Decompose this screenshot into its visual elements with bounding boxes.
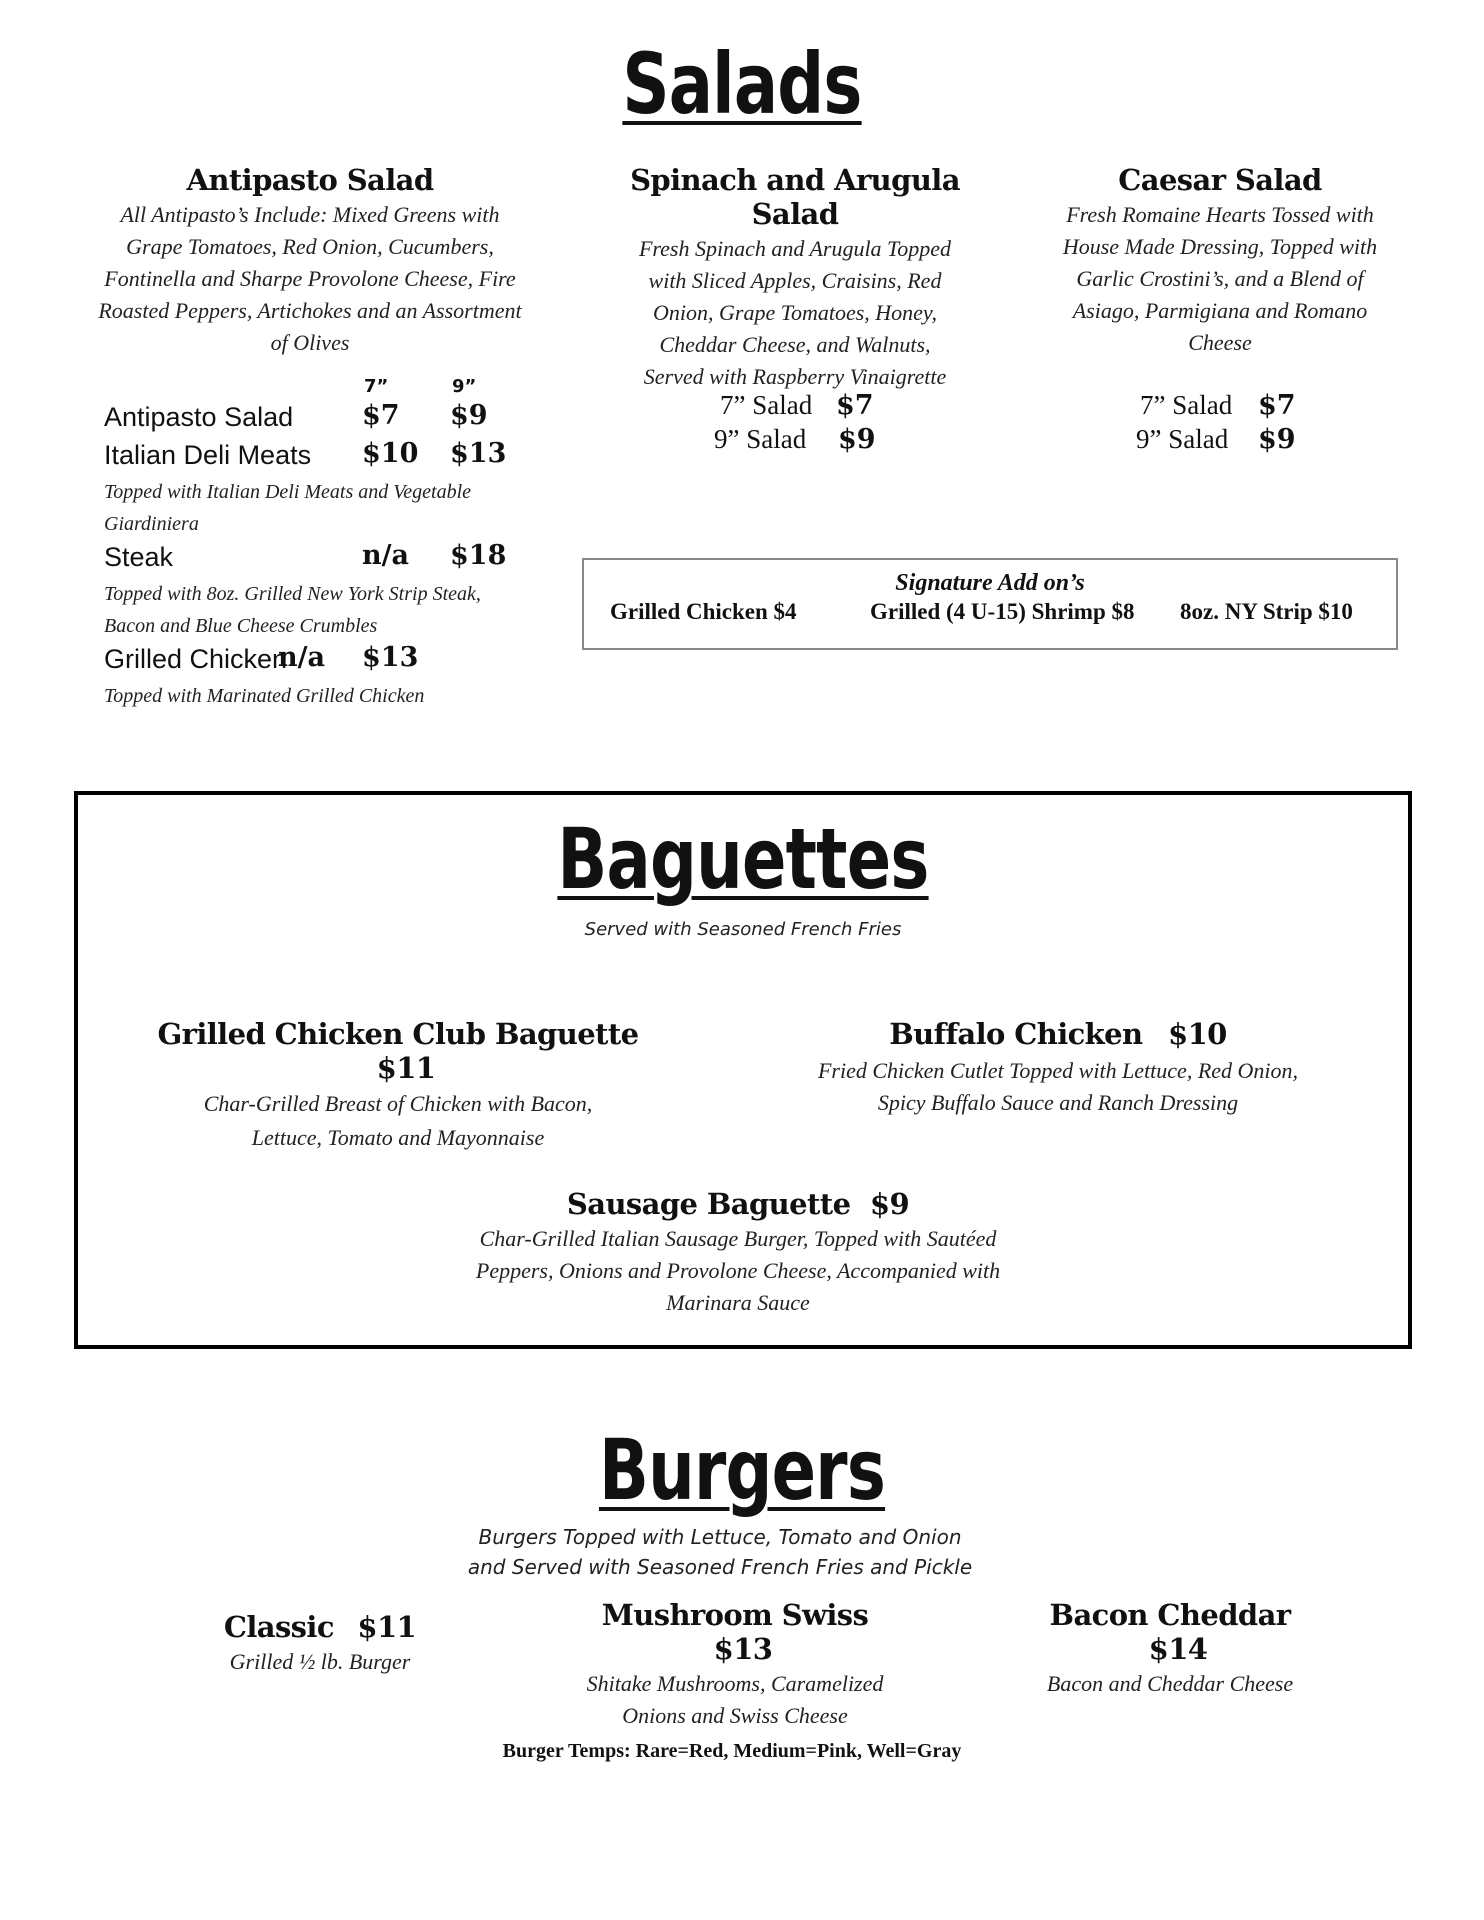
antipasto-section <box>95 163 525 359</box>
mushroom-swiss-item <box>560 1598 910 1732</box>
italian-deli-row-name: Italian Deli Meats <box>104 440 312 470</box>
baguettes-subtitle: Served with Seasoned French Fries <box>584 919 902 940</box>
signature-addons-box <box>582 558 1398 650</box>
item-name: Bacon Cheddar <box>1049 1598 1291 1632</box>
spinach-sizes <box>714 390 954 458</box>
baguettes-title: Baguettes <box>557 810 929 908</box>
antipasto-row <box>104 400 534 438</box>
buffalo-chicken-item <box>788 1017 1328 1119</box>
italian-deli-row-price-9: $13 <box>450 438 507 469</box>
item-description: Shitake Mushrooms, Caramelized Onions and Swiss Cheese <box>586 1671 884 1728</box>
caesar-section <box>1040 163 1400 359</box>
item-price: $10 <box>1168 1017 1227 1051</box>
grilled-chicken-row-price-9: $13 <box>362 642 419 673</box>
burgers-subtitle: Burgers Topped with Lettuce, Tomato and Onion and Served with Seasoned French Fries and Pickle <box>467 1525 973 1579</box>
grilled-chicken-row-price-7: n/a <box>278 642 325 673</box>
caesar-size-price: $9 <box>1258 424 1296 455</box>
spinach-description: Fresh Spinach and Arugula Topped with Sliced Apples, Craisins, Red Onion, Grape Tomatoes, Honey, Cheddar Cheese, and Walnuts, Served with Raspberry Vinaigrette <box>638 236 952 389</box>
caesar-salad-title: Caesar Salad <box>1118 163 1322 197</box>
grilled-chicken-row <box>104 642 534 680</box>
addon-item: 8oz. NY Strip $10 <box>1180 599 1353 624</box>
antipasto-row-name: Antipasto Salad <box>104 402 294 432</box>
item-description: Bacon and Cheddar Cheese <box>1046 1671 1294 1696</box>
grilled-chicken-club-item <box>138 1017 658 1155</box>
item-description: Fried Chicken Cutlet Topped with Lettuce, Red Onion, Spicy Buffalo Sauce and Ranch Dressing <box>817 1058 1299 1115</box>
steak-note: Topped with 8oz. Grilled New York Strip Steak, Bacon and Blue Cheese Crumbles <box>104 583 481 637</box>
caesar-size-label: 9” Salad <box>1136 424 1229 454</box>
item-price: $11 <box>357 1610 417 1644</box>
spinach-size-label: 9” Salad <box>714 424 807 454</box>
classic-burger-item <box>180 1610 460 1678</box>
item-price: $11 <box>376 1051 436 1085</box>
caesar-description: Fresh Romaine Hearts Tossed with House Made Dressing, Topped with Garlic Crostini’s, and a Blend of Asiago, Parmigiana and Romano Cheese <box>1062 202 1378 355</box>
spinach-size-price: $7 <box>836 390 874 421</box>
caesar-sizes <box>1136 390 1376 458</box>
grilled-chicken-note: Topped with Marinated Grilled Chicken <box>104 685 425 707</box>
antipasto-description: All Antipasto’s Include: Mixed Greens with Grape Tomatoes, Red Onion, Cucumbers, Fontinella and Sharpe Provolone Cheese, Fire Roasted Peppers, Artichokes and an Assortment of Olives <box>98 202 522 355</box>
addon-item: Grilled Chicken $4 <box>610 599 797 624</box>
burger-temps-note: Burger Temps: Rare=Red, Medium=Pink, Well=Gray <box>502 1740 962 1762</box>
antipasto-price-table <box>104 376 534 712</box>
italian-deli-row <box>104 438 534 476</box>
baguettes-box <box>74 791 1412 1349</box>
caesar-size-price: $7 <box>1258 390 1296 421</box>
antipasto-salad-title: Antipasto Salad <box>186 163 434 197</box>
spinach-size-price: $9 <box>838 424 876 455</box>
caesar-size-label: 7” Salad <box>1140 390 1233 420</box>
spinach-salad-title: Spinach and Arugula Salad <box>630 163 960 231</box>
salads-title: Salads <box>622 35 862 133</box>
size-header-9: 9” <box>452 376 477 397</box>
italian-deli-note: Topped with Italian Deli Meats and Vegetable Giardiniera <box>104 481 472 535</box>
item-price: $13 <box>713 1632 773 1666</box>
spinach-size-label: 7” Salad <box>720 390 813 420</box>
spinach-section <box>600 163 990 393</box>
burgers-title: Burgers <box>598 1421 886 1519</box>
addons-title: Signature Add on’s <box>895 570 1085 596</box>
steak-row-price-7: n/a <box>362 540 409 571</box>
item-name: Mushroom Swiss <box>601 1598 869 1632</box>
item-name: Buffalo Chicken <box>889 1017 1143 1051</box>
steak-row <box>104 540 534 578</box>
steak-row-price-9: $18 <box>450 540 507 571</box>
item-price: $14 <box>1148 1632 1208 1666</box>
size-header-7: 7” <box>364 376 389 397</box>
item-name: Classic <box>223 1610 334 1644</box>
italian-deli-row-price-7: $10 <box>362 438 419 469</box>
grilled-chicken-row-name: Grilled Chicken <box>104 644 288 674</box>
item-description: Grilled ½ lb. Burger <box>229 1649 411 1674</box>
item-name: Grilled Chicken Club Baguette <box>157 1017 639 1051</box>
item-description: Char-Grilled Italian Sausage Burger, Topped with Sautéed Peppers, Onions and Provolone Cheese, Accompanied with Marinara Sauce <box>475 1226 1001 1315</box>
item-description: Char-Grilled Breast of Chicken with Bacon, Lettuce, Tomato and Mayonnaise <box>203 1091 593 1150</box>
item-name: Sausage Baguette <box>566 1187 851 1221</box>
addon-item: Grilled (4 U-15) Shrimp $8 <box>870 599 1135 624</box>
item-price: $9 <box>869 1187 910 1221</box>
bacon-cheddar-item <box>1010 1598 1330 1700</box>
antipasto-row-price-7: $7 <box>362 400 400 431</box>
sausage-baguette-item <box>458 1187 1018 1319</box>
antipasto-row-price-9: $9 <box>450 400 488 431</box>
steak-row-name: Steak <box>104 542 174 572</box>
